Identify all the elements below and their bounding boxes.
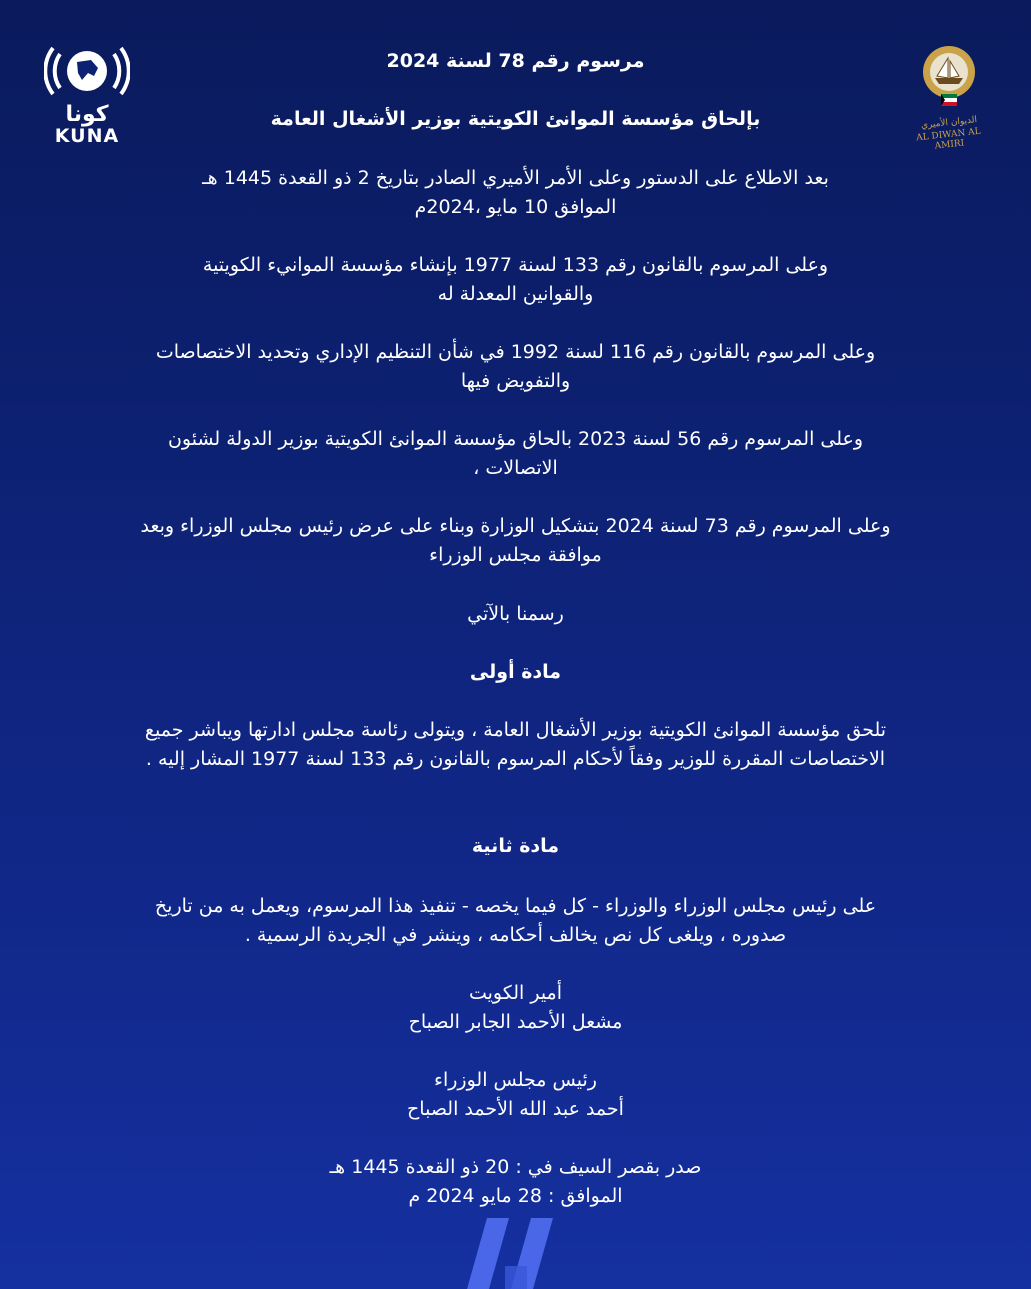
article-1-line-1: تلحق مؤسسة الموانئ الكويتية بوزير الأشغال العامة ، ويتولى رئاسة مجلس ادارتها ويباشر جميع bbox=[144, 719, 887, 741]
kuna-latin-name: KUNA bbox=[54, 125, 120, 147]
kuna-arabic-name: كونا bbox=[65, 102, 109, 127]
article-2-line-1: على رئيس مجلس الوزراء والوزراء - كل فيما يخصه - تنفيذ هذا المرسوم، ويعمل به من تاريخ bbox=[154, 895, 877, 917]
preamble-4-line-1: وعلى المرسوم رقم 56 لسنة 2023 بالحاق مؤسسة الموانئ الكويتية بوزير الدولة لشئون bbox=[167, 428, 864, 450]
preamble-5-line-2: موافقة مجلس الوزراء bbox=[429, 544, 602, 566]
preamble-4-line-2: الاتصالات ، bbox=[473, 457, 558, 479]
diwan-latin-name: AL DIWAN AL AMIRI bbox=[915, 126, 982, 152]
emir-title: أمير الكويت bbox=[468, 982, 563, 1004]
preamble-3-line-2: والتفويض فيها bbox=[460, 370, 571, 392]
pm-title: رئيس مجلس الوزراء bbox=[434, 1069, 597, 1091]
pm-name: أحمد عبد الله الأحمد الصباح bbox=[407, 1098, 624, 1120]
preamble-2-line-2: والقوانين المعدلة له bbox=[437, 283, 594, 305]
decree-title: مرسوم رقم 78 لسنة 2024 bbox=[386, 50, 645, 72]
article-2-line-2: صدوره ، ويلغى كل نص يخالف أحكامه ، وينشر في الجريدة الرسمية . bbox=[244, 924, 787, 946]
diwan-arabic-name: الديوان الأميري bbox=[920, 115, 978, 131]
preamble-3-line-1: وعلى المرسوم بالقانون رقم 116 لسنة 1992 في شأن التنظيم الإداري وتحديد الاختصاصات bbox=[155, 341, 876, 363]
emir-name: مشعل الأحمد الجابر الصباح bbox=[408, 1011, 623, 1033]
preamble-2-line-1: وعلى المرسوم بالقانون رقم 133 لسنة 1977 بإنشاء مؤسسة الموانيء الكويتية bbox=[202, 254, 829, 276]
article-2-title: مادة ثانية bbox=[471, 835, 560, 857]
kuna-watermark-icon bbox=[465, 1218, 565, 1289]
preamble-5-line-1: وعلى المرسوم رقم 73 لسنة 2024 بتشكيل الوزارة وبناء على عرض رئيس مجلس الوزراء وبعد bbox=[140, 515, 891, 537]
article-1-line-2: الاختصاصات المقررة للوزير وفقاً لأحكام المرسوم بالقانون رقم 133 لسنة 1977 المشار إليه . bbox=[145, 748, 886, 770]
decreed-statement: رسمنا بالآتي bbox=[467, 603, 564, 625]
decree-subtitle: بإلحاق مؤسسة الموانئ الكويتية بوزير الأشغال العامة bbox=[270, 108, 761, 130]
preamble-1-line-2: الموافق 10 مايو ،2024م bbox=[414, 196, 617, 218]
article-1-title: مادة أولى bbox=[469, 661, 562, 683]
preamble-1-line-1: بعد الاطلاع على الدستور وعلى الأمر الأميري الصادر بتاريخ 2 ذو القعدة 1445 هـ bbox=[202, 167, 829, 189]
issued-place-date: صدر بقصر السيف في : 20 ذو القعدة 1445 هـ bbox=[329, 1156, 702, 1178]
issued-gregorian-date: الموافق : 28 مايو 2024 م bbox=[408, 1185, 623, 1207]
